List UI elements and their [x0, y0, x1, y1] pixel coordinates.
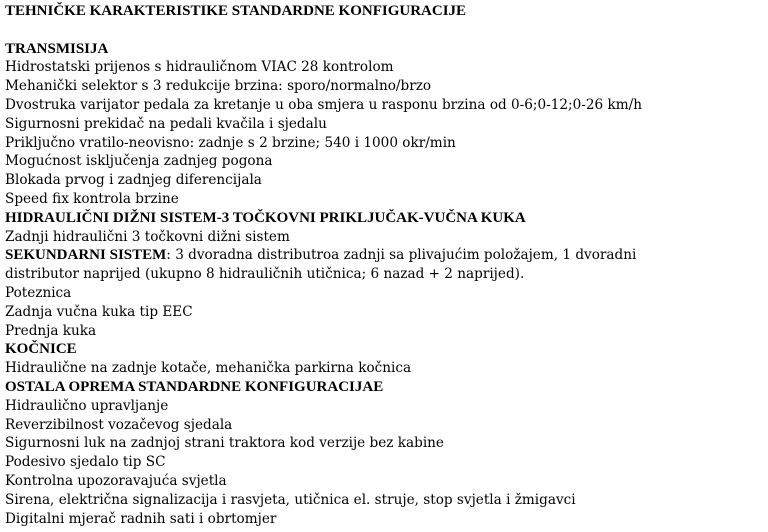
spec-line: Hidrostatski prijenos s hidrauličnom VIAC 28 kontrolom — [5, 59, 394, 76]
spec-line: Zadnji hidraulični 3 točkovni dižni sistem — [5, 228, 290, 245]
section-heading-kocnice: KOČNICE — [5, 341, 77, 358]
spec-line: Sigurnosni luk na zadnjoj strani traktora kod verzije bez kabine — [5, 435, 444, 452]
spec-line: Mogućnost isključenja zadnjeg pogona — [5, 153, 273, 170]
spec-line: Poteznica — [5, 284, 72, 301]
document — [5, 2, 765, 528]
blank-line — [5, 21, 765, 40]
spec-line: Speed fix kontrola brzine — [5, 190, 179, 207]
spec-line: Zadnja vučna kuka tip EEC — [5, 303, 193, 320]
spec-line: Sirena, električna signalizacija i rasvjeta, utičnica el. struje, stop svjetla i žmigavci — [5, 491, 576, 508]
spec-line: Mehanički selektor s 3 redukcije brzina: sporo/normalno/brzo — [5, 78, 432, 95]
spec-line: Reverzibilnost vozačevog sjedala — [5, 416, 233, 433]
section-heading-transmisija: TRANSMISIJA — [5, 40, 109, 57]
section-kocnice — [5, 340, 765, 378]
section-transmisija — [5, 40, 765, 209]
spec-line: Blokada prvog i zadnjeg diferencijala — [5, 172, 262, 189]
sekundarni-sistem-text: : 3 dvoradna distributroa zadnji sa plivajućim položajem, 1 dvoradni distributor naprijed (ukupno 8 hidrauličnih utičnica; 6 nazad + 2 naprijed). — [5, 247, 637, 283]
spec-line: Podesivo sjedalo tip SC — [5, 454, 166, 471]
document-title: TEHNIČKE KARAKTERISTIKE STANDARDNE KONFIGURACIJE — [5, 3, 467, 19]
spec-line: Kontrolna upozoravajuća svjetla — [5, 472, 227, 489]
sekundarni-sistem-label: SEKUNDARNI SISTEM — [5, 247, 167, 264]
spec-line: Prednja kuka — [5, 322, 97, 339]
spec-line: Digitalni mjerač radnih sati i obrtomjer — [5, 510, 277, 527]
section-ostala-oprema — [5, 378, 765, 528]
spec-line: Dvostruka varijator pedala za kretanje u oba smjera u rasponu brzina od 0-6;0-12;0-26 km/h — [5, 96, 642, 113]
section-heading-ostala-oprema: OSTALA OPREMA STANDARDNE KONFIGURACIJAE — [5, 378, 384, 395]
sekundarni-sistem-paragraph — [5, 246, 665, 284]
section-hidraulicni — [5, 209, 765, 341]
spec-line: Sigurnosni prekidač na pedali kvačila i sjedalu — [5, 115, 327, 132]
spec-line: Hidraulično upravljanje — [5, 397, 169, 414]
section-heading-hidraulicni: HIDRAULIČNI DIŽNI SISTEM-3 TOČKOVNI PRIKLJUČAK-VUČNA KUKA — [5, 209, 526, 226]
spec-line: Hidraulične na zadnje kotače, mehanička parkirna kočnica — [5, 360, 412, 377]
spec-line: Priključno vratilo-neovisno: zadnje s 2 brzine; 540 i 1000 okr/min — [5, 134, 456, 151]
